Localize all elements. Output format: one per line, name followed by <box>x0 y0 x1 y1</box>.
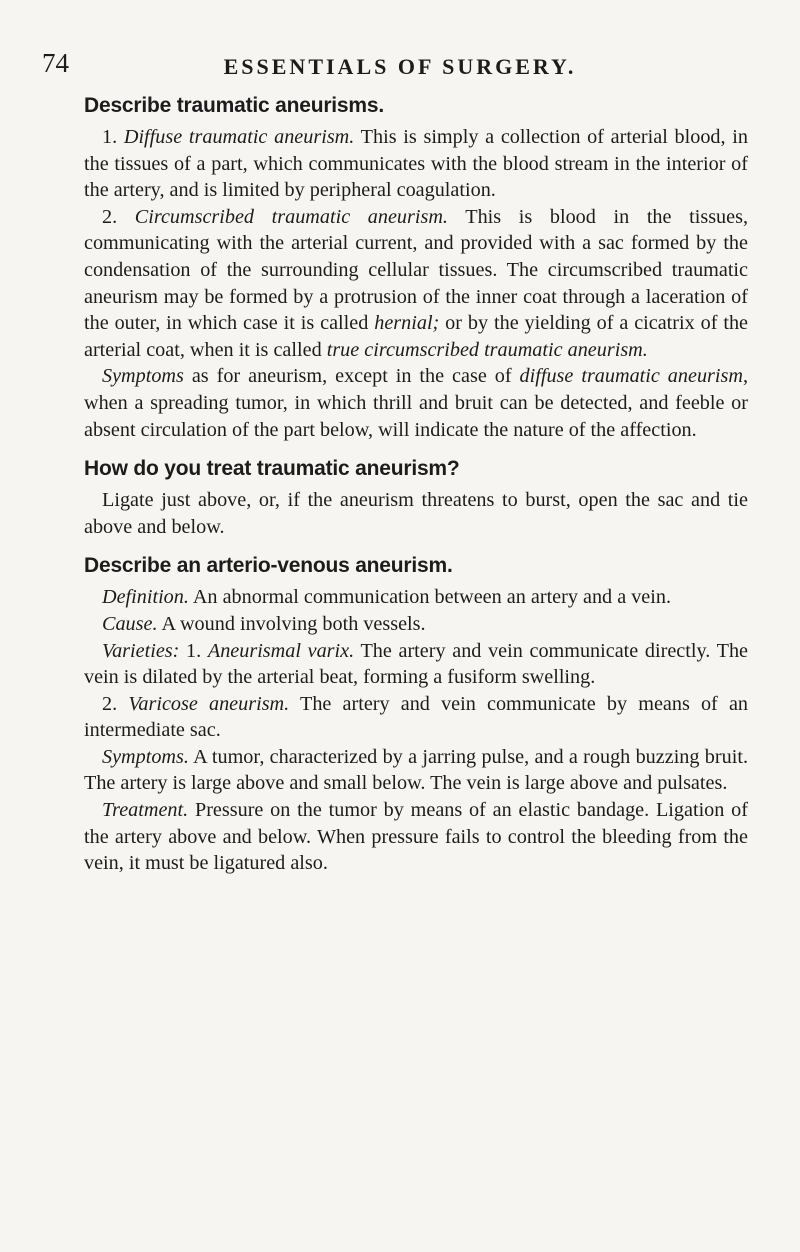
running-head: ESSENTIALS OF SURGERY. <box>223 54 577 79</box>
text-run: This is blood in the tissues, communicating with the arterial current, and provided with a sac formed by the condensation of the surrounding cellular tissues. The circumscribed traumatic aneurism may be formed by a protrusion of the inner coat through a laceration of the outer, in which case it is called <box>84 205 749 335</box>
section-question: How do you treat traumatic aneurism? <box>84 457 460 481</box>
page-body <box>84 94 748 877</box>
italic-run: Definition. <box>102 586 189 609</box>
italic-run: Varieties: <box>102 639 180 662</box>
italic-run: Varicose aneurism. <box>128 692 290 715</box>
paragraph <box>84 611 748 638</box>
text-run: 2. <box>102 205 135 228</box>
italic-run: Aneurismal varix. <box>207 639 355 662</box>
text-run: A tumor, characterized by a jarring pulse, and a rough buzzing bruit. The artery is large above and small below. The vein is large above and pulsates. <box>84 745 748 795</box>
text-run: , when a spreading tumor, in which thrill and bruit can be detected, and feeble or absent circulation of the part below, will indicate the nature of the affection. <box>84 365 748 441</box>
section-gap <box>84 443 748 457</box>
italic-run: Symptoms. <box>102 745 189 768</box>
text-run: Ligate just above, or, if the aneurism threatens to burst, open the sac and tie above and below. <box>84 489 748 538</box>
italic-run: Circumscribed traumatic aneurism. <box>134 205 448 228</box>
text-run: This is simply a collection of arterial blood, in the tissues of a part, which communicates with the blood stream in the interior of the artery, and is limited by peripheral coagulation. <box>84 126 748 202</box>
italic-run: Diffuse traumatic aneurism. <box>123 126 355 148</box>
italic-run: hernial; <box>374 312 440 335</box>
paragraph <box>84 797 748 877</box>
paragraph <box>84 691 748 744</box>
italic-run: diffuse traumatic aneurism <box>519 365 743 388</box>
text-run: The artery and vein communicate directly. The vein is dilated by the arterial beat, forming a fusiform swelling. <box>84 639 748 689</box>
paragraph <box>84 638 748 691</box>
paragraph <box>84 204 748 364</box>
text-run: An abnormal communication between an artery and a vein. <box>188 586 672 609</box>
italic-run: Treatment. <box>102 799 189 822</box>
section-gap <box>84 540 748 554</box>
italic-run: Symptoms <box>102 365 184 388</box>
italic-run: Cause. <box>102 612 158 635</box>
text-run: 2. <box>102 692 129 715</box>
paragraph <box>84 584 748 611</box>
section-question: Describe an arterio-venous aneurism. <box>84 554 453 578</box>
page-number: 74 <box>42 48 69 78</box>
paragraph <box>84 363 748 443</box>
page-header <box>42 48 758 88</box>
text-run: Pressure on the tumor by means of an elastic bandage. Ligation of the artery above and below. When pressure fails to control the bleeding from the vein, it must be ligatured also. <box>84 799 748 875</box>
text-run: 1. <box>179 639 208 662</box>
text-run: A wound involving both vessels. <box>157 612 426 635</box>
text-run: The artery and vein communicate by means of an intermediate sac. <box>84 692 748 742</box>
section-question: Describe traumatic aneurisms. <box>84 94 385 117</box>
text-run: 1. <box>102 126 124 148</box>
text-run: or by the yielding of a cicatrix of the arterial coat, when it is called <box>84 312 748 361</box>
italic-run: true circumscribed traumatic aneurism. <box>326 338 648 361</box>
paragraph <box>84 744 748 797</box>
text-run: as for aneurism, except in the case of <box>183 365 520 388</box>
paragraph <box>84 487 748 540</box>
paragraph <box>84 124 748 204</box>
